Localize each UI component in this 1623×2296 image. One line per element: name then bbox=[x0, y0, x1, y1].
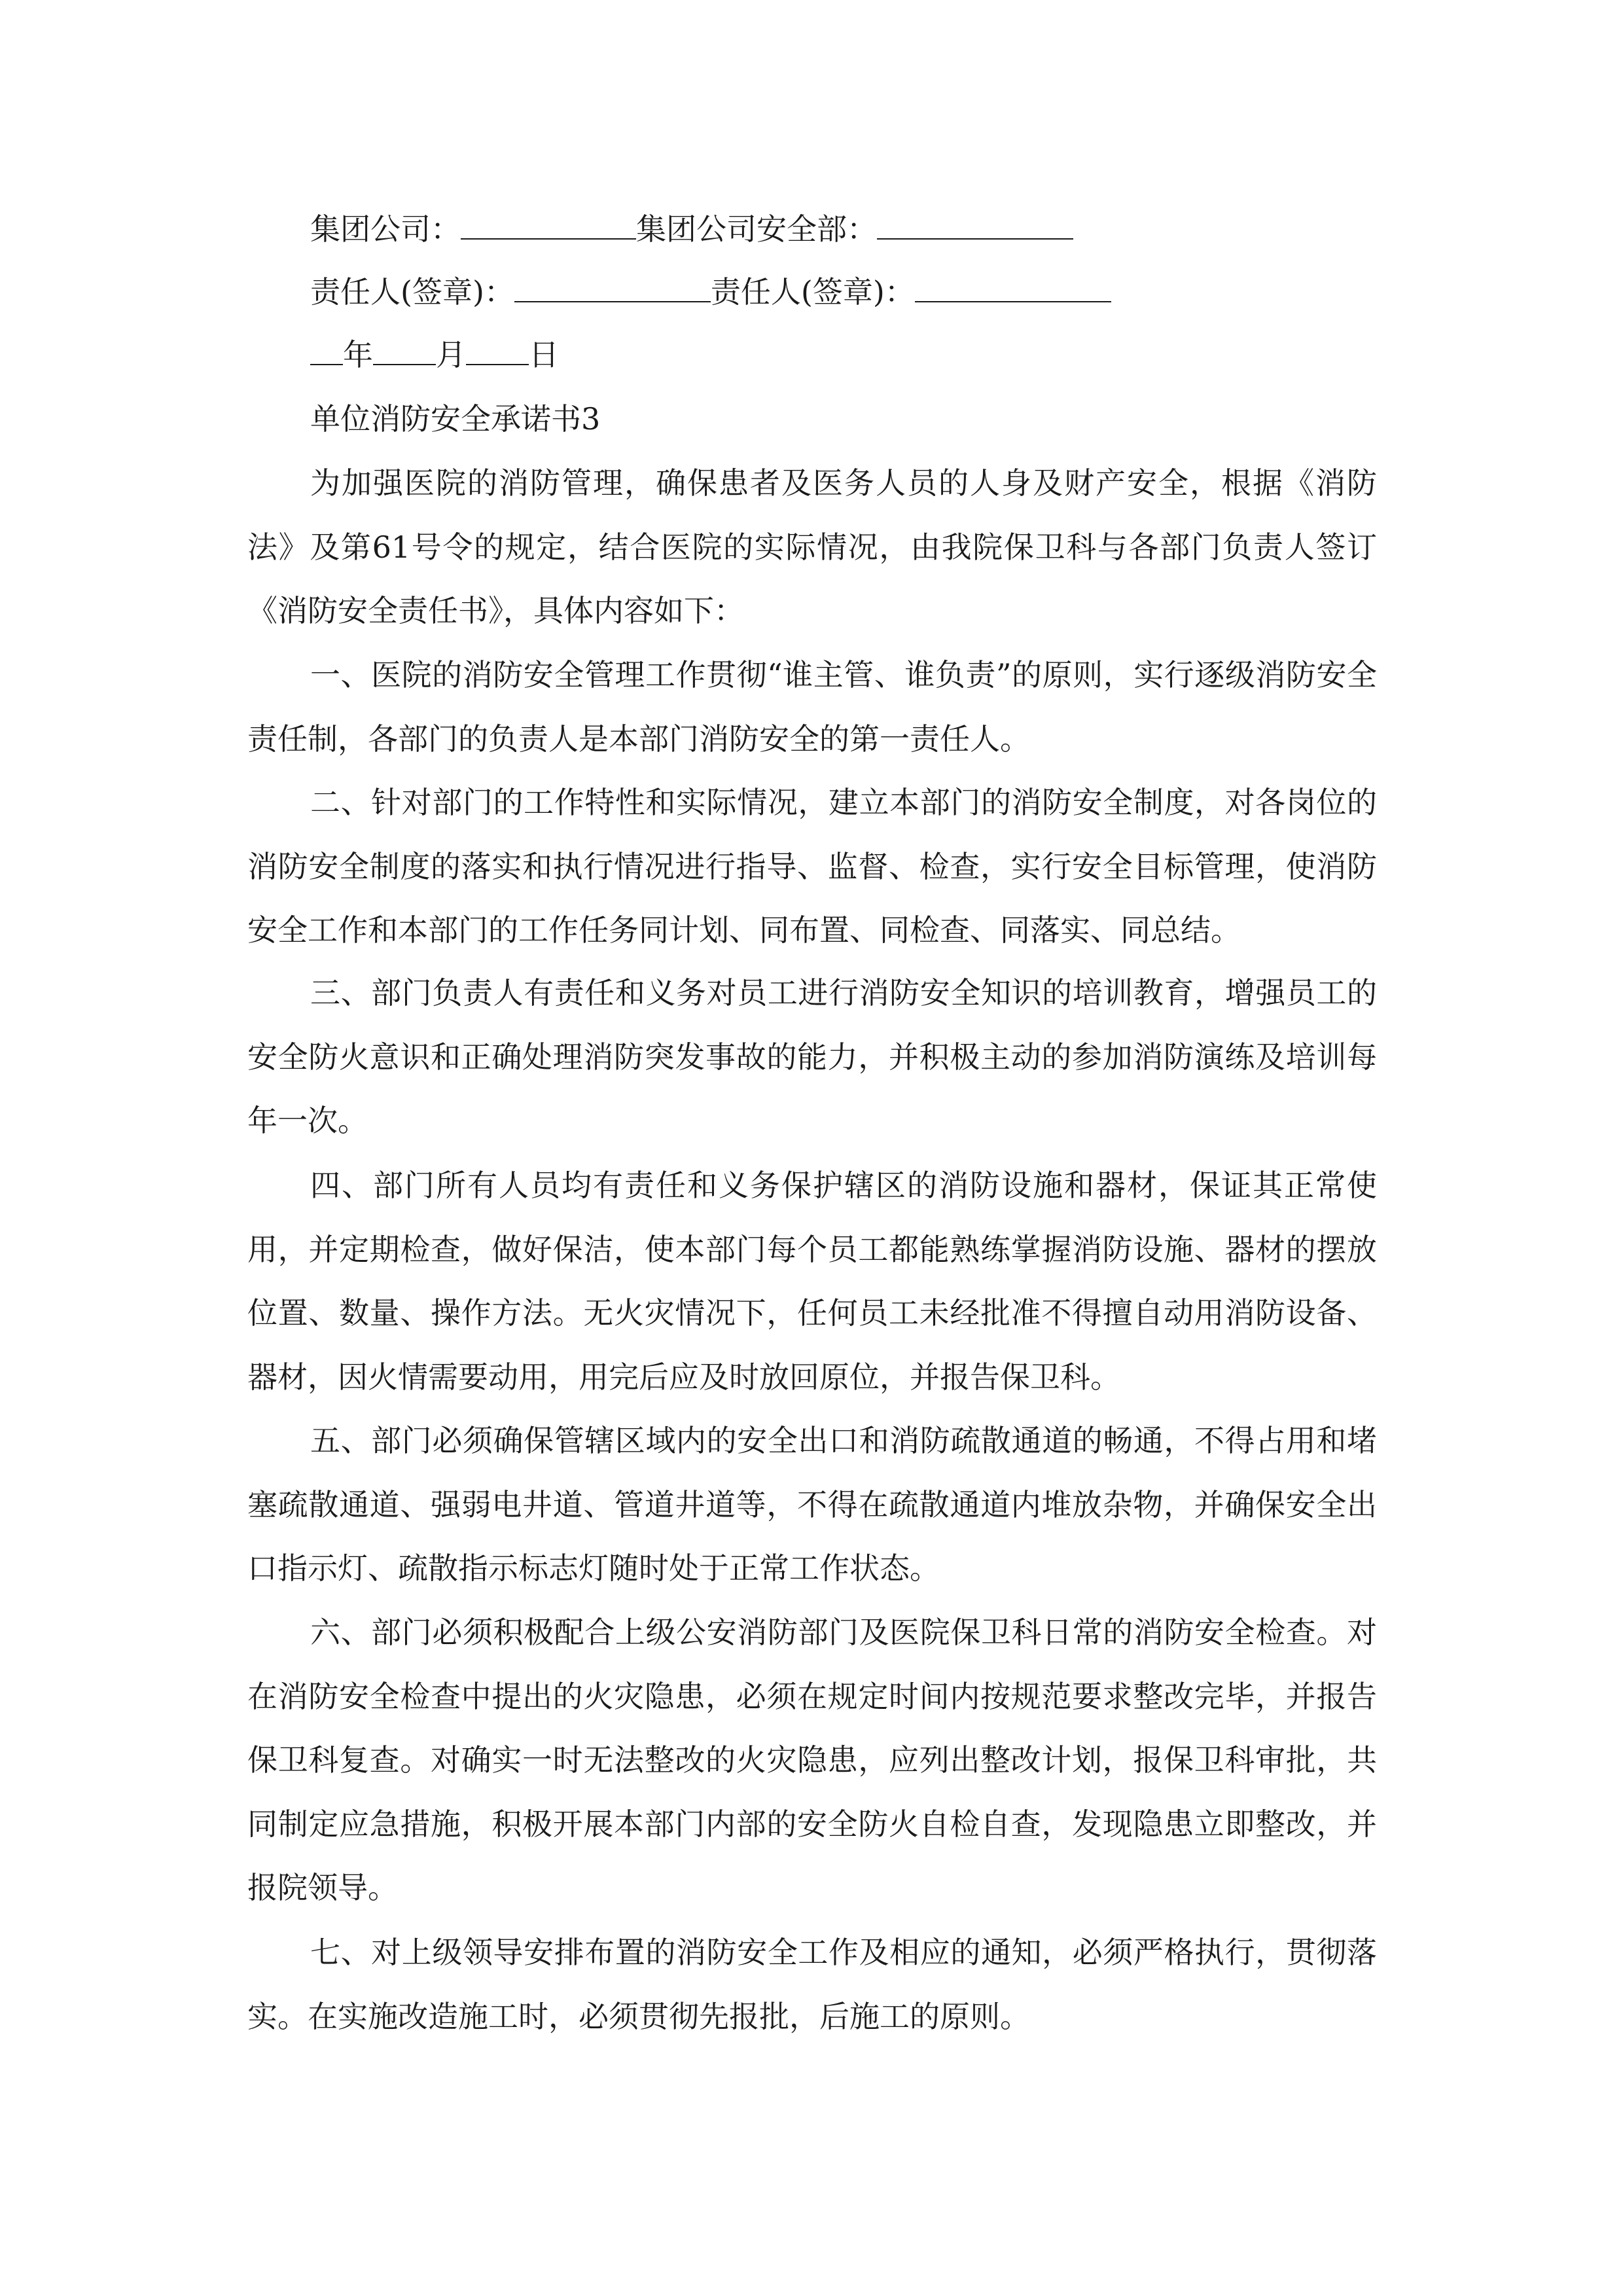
paragraph-clause-4: 四、部门所有人员均有责任和义务保护辖区的消防设施和器材，保证其正常使用，并定期检查，做好保洁，使本部门每个员工都能熟练掌握消防设施、器材的摆放位置、数量、操作方法。无火灾情况下，任何员工未经批准不得擅自动用消防设备、器材，因火情需要动用，用完后应及时放回原位，并报告保卫科。 bbox=[247, 1168, 1377, 1395]
paragraph-clause-3: 三、部门负责人有责任和义务对员工进行消防安全知识的培训教育，增强员工的安全防火意识和正确处理消防突发事故的能力，并积极主动的参加消防演练及培训每年一次。 bbox=[247, 975, 1377, 1138]
responsible-label-1: 责任人(签章)： bbox=[310, 274, 514, 310]
signature-row-date bbox=[310, 335, 559, 374]
paragraph-clause-7: 七、对上级领导安排布置的消防安全工作及相应的通知，必须严格执行，贯彻落实。在实施改造施工时，必须贯彻先报批，后施工的原则。 bbox=[247, 1935, 1377, 2034]
day-blank[interactable] bbox=[466, 335, 529, 365]
company-blank[interactable] bbox=[461, 209, 636, 240]
paragraph-clause-6: 六、部门必须积极配合上级公安消防部门及医院保卫科日常的消防安全检查。对在消防安全检查中提出的火灾隐患，必须在规定时间内按规范要求整改完毕，并报告保卫科复查。对确实一时无法整改的火灾隐患，应列出整改计划，报保卫科审批，共同制定应急措施，积极开展本部门内部的安全防火自检自查，发现隐患立即整改，并报院领导。 bbox=[247, 1615, 1377, 1905]
safety-dept-label: 集团公司安全部： bbox=[636, 211, 877, 247]
responsible-label-2: 责任人(签章)： bbox=[710, 274, 915, 310]
month-blank[interactable] bbox=[373, 335, 436, 365]
signature-row-company bbox=[310, 209, 1073, 249]
paragraph-clause-2: 二、针对部门的工作特性和实际情况，建立本部门的消防安全制度，对各岗位的消防安全制度的落实和执行情况进行指导、监督、检查，实行安全目标管理，使消防安全工作和本部门的工作任务同计划、同布置、同检查、同落实、同总结。 bbox=[247, 785, 1377, 948]
paragraph-intro: 为加强医院的消防管理，确保患者及医务人员的人身及财产安全，根据《消防法》及第61号令的规定，结合医院的实际情况，由我院保卫科与各部门负责人签订《消防安全责任书》，具体内容如下： bbox=[247, 465, 1377, 628]
paragraph-clause-5: 五、部门必须确保管辖区域内的安全出口和消防疏散通道的畅通，不得占用和堵塞疏散通道、强弱电井道、管道井道等，不得在疏散通道内堆放杂物，并确保安全出口指示灯、疏散指示标志灯随时处于正常工作状态。 bbox=[247, 1423, 1377, 1586]
responsible-blank-1[interactable] bbox=[514, 272, 711, 302]
safety-dept-blank[interactable] bbox=[877, 209, 1073, 240]
year-blank[interactable] bbox=[310, 335, 343, 365]
month-label: 月 bbox=[436, 337, 466, 372]
responsible-blank-2[interactable] bbox=[915, 272, 1111, 302]
paragraph-clause-1: 一、医院的消防安全管理工作贯彻“谁主管、谁负责”的原则，实行逐级消防安全责任制，各部门的负责人是本部门消防安全的第一责任人。 bbox=[247, 657, 1377, 757]
signature-row-responsible bbox=[310, 272, 1111, 312]
year-label: 年 bbox=[343, 337, 373, 372]
day-label: 日 bbox=[529, 337, 559, 372]
section-title: 单位消防安全承诺书3 bbox=[310, 401, 601, 437]
company-label: 集团公司： bbox=[310, 211, 461, 247]
